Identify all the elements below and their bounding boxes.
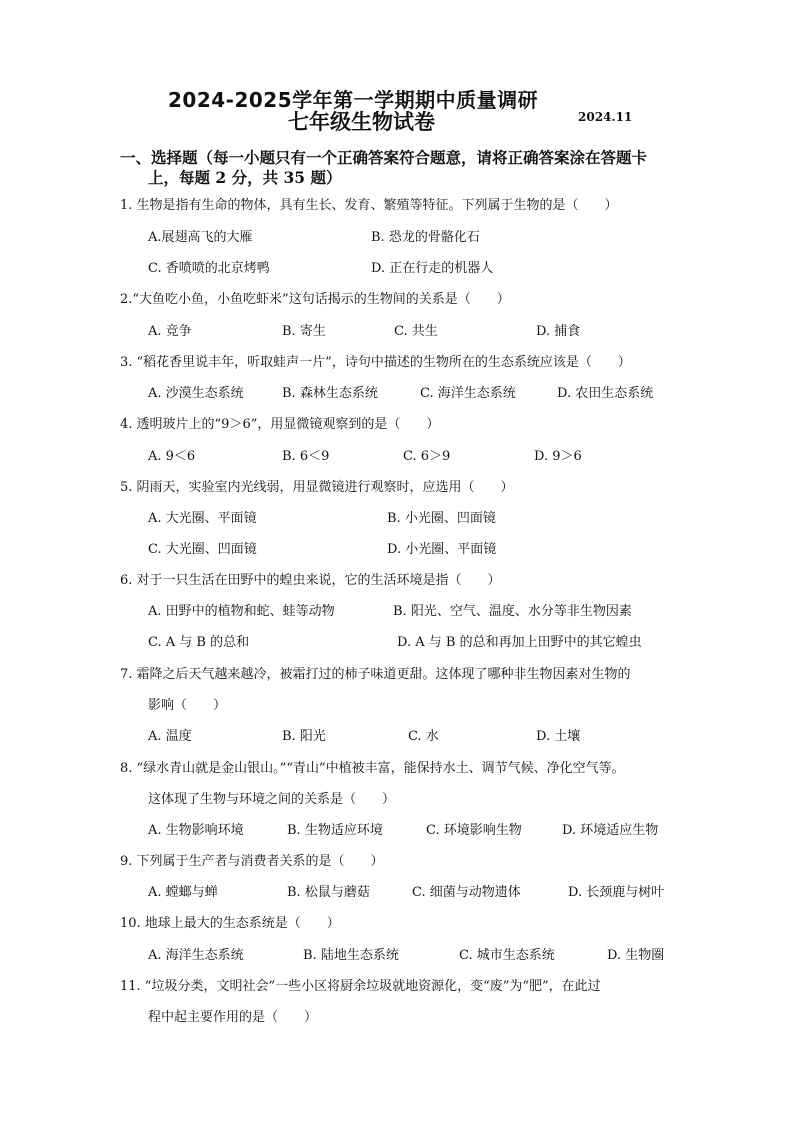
question-4-option-d: D. 9＞6: [534, 449, 582, 464]
question-11-stem: 11. “垃圾分类，文明社会”一些小区将厨余垃圾就地资源化，变“废”为“肥”，在此过: [120, 979, 601, 994]
question-9-option-d: D. 长颈鹿与树叶: [568, 885, 665, 900]
question-7-stem-continued: 影响（ ）: [148, 698, 227, 713]
question-2-option-b: B. 寄生: [282, 324, 326, 339]
question-8-option-a: A. 生物影响环境: [148, 823, 244, 838]
question-1-option-c: C. 香喷喷的北京烤鸭: [148, 261, 270, 276]
section-heading-line1: 一、选择题（每一小题只有一个正确答案符合题意，请将正确答案涂在答题卡: [120, 148, 648, 167]
exam-date: 2024.11: [578, 110, 633, 124]
question-1-option-a: A.展翅高飞的大雁: [148, 230, 253, 245]
question-7-option-d: D. 土壤: [536, 729, 581, 744]
question-10-option-d: D. 生物圈: [607, 948, 665, 963]
question-1-option-b: B. 恐龙的骨骼化石: [371, 230, 480, 245]
question-8-stem-continued: 这体现了生物与环境之间的关系是（ ）: [148, 792, 396, 807]
question-5-option-d: D. 小光圈、平面镜: [387, 542, 497, 557]
section-heading: [120, 148, 680, 188]
question-6-option-d: D. A 与 B 的总和再加上田野中的其它蝗虫: [397, 635, 642, 650]
question-8-option-c: C. 环境影响生物: [426, 823, 522, 838]
question-3-stem: 3. “稻花香里说丰年，听取蛙声一片”，诗句中描述的生物所在的生态系统应该是（ ）: [120, 355, 631, 370]
question-3-option-a: A. 沙漠生态系统: [148, 386, 244, 401]
question-5-option-c: C. 大光圈、凹面镜: [148, 542, 257, 557]
question-9-option-a: A. 螳螂与蝉: [148, 885, 218, 900]
question-7-option-b: B. 阳光: [282, 729, 326, 744]
question-1-option-d: D. 正在行走的机器人: [371, 261, 494, 276]
question-2-option-d: D. 捕食: [536, 324, 581, 339]
question-11-stem-continued: 程中起主要作用的是（ ）: [148, 1010, 318, 1025]
question-2-stem: 2.“大鱼吃小鱼，小鱼吃虾米”这句话揭示的生物间的关系是（ ）: [120, 292, 510, 307]
question-3-option-d: D. 农田生态系统: [557, 386, 654, 401]
question-4-option-c: C. 6＞9: [403, 449, 451, 464]
question-5-stem: 5. 阴雨天，实验室内光线弱，用显微镜进行观察时，应选用（ ）: [120, 480, 514, 495]
question-4-option-b: B. 6＜9: [282, 449, 330, 464]
question-2-option-c: C. 共生: [394, 324, 438, 339]
question-9-option-b: B. 松鼠与蘑菇: [287, 885, 370, 900]
question-4-option-a: A. 9＜6: [148, 449, 196, 464]
question-7-option-a: A. 温度: [148, 729, 192, 744]
exam-subtitle: 七年级生物试卷: [288, 110, 435, 134]
question-7-option-c: C. 水: [408, 729, 439, 744]
question-10-option-a: A. 海洋生态系统: [148, 948, 244, 963]
question-5-option-a: A. 大光圈、平面镜: [148, 511, 257, 526]
question-1-stem: 1. 生物是指有生命的物体，具有生长、发育、繁殖等特征。下列属于生物的是（ ）: [120, 198, 618, 213]
question-3-option-c: C. 海洋生态系统: [420, 386, 516, 401]
question-2-option-a: A. 竞争: [148, 324, 192, 339]
question-9-option-c: C. 细菌与动物遗体: [412, 885, 521, 900]
question-10-option-b: B. 陆地生态系统: [303, 948, 399, 963]
question-6-option-c: C. A 与 B 的总和: [148, 635, 250, 650]
section-heading-line2: 上，每题 2 分，共 35 题）: [148, 168, 342, 187]
question-7-stem: 7. 霜降之后天气越来越冷，被霜打过的柿子味道更甜。这体现了哪种非生物因素对生物的: [120, 667, 631, 682]
exam-title: 2024-2025学年第一学期期中质量调研: [168, 88, 539, 112]
question-8-option-d: D. 环境适应生物: [562, 823, 659, 838]
question-10-stem: 10. 地球上最大的生态系统是（ ）: [120, 916, 340, 931]
question-6-stem: 6. 对于一只生活在田野中的蝗虫来说，它的生活环境是指（ ）: [120, 573, 501, 588]
question-3-option-b: B. 森林生态系统: [282, 386, 378, 401]
question-10-option-c: C. 城市生态系统: [459, 948, 555, 963]
question-9-stem: 9. 下列属于生产者与消费者关系的是（ ）: [120, 854, 384, 869]
question-6-option-a: A. 田野中的植物和蛇、蛙等动物: [148, 604, 335, 619]
question-4-stem: 4. 透明玻片上的“9＞6”，用显微镜观察到的是（ ）: [120, 417, 440, 432]
question-8-stem: 8. “绿水青山就是金山银山。”“青山”中植被丰富，能保持水土、调节气候、净化空气等。: [120, 761, 625, 776]
question-8-option-b: B. 生物适应环境: [287, 823, 383, 838]
question-6-option-b: B. 阳光、空气、温度、水分等非生物因素: [393, 604, 632, 619]
question-5-option-b: B. 小光圈、凹面镜: [387, 511, 496, 526]
